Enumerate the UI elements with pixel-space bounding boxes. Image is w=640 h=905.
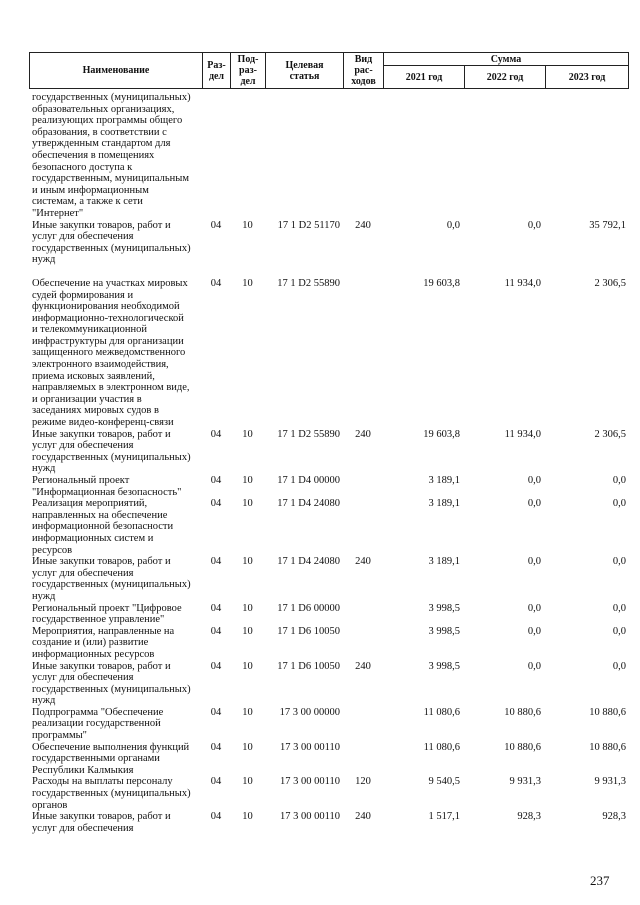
row-podrazdel: 10: [242, 811, 253, 823]
row-name-line: Обеспечение выполнения функций: [32, 741, 190, 753]
row-podrazdel: 10: [242, 602, 253, 614]
row-sum-2021: 3 189,1: [428, 475, 460, 486]
row-name-line: государственных (муниципальных): [32, 92, 191, 103]
row-name: [29, 776, 202, 811]
row-name-line: услуг для обеспечения: [32, 567, 134, 579]
table-row: [29, 626, 628, 661]
row-name: [29, 498, 202, 556]
header-vid-line: рас-: [354, 65, 373, 76]
table-row: [29, 811, 628, 834]
row-celevaya-statya: 17 1 D6 10050: [277, 660, 340, 672]
row-vid-rashodov: 240: [355, 428, 371, 440]
row-name-line: и иным информационным: [32, 184, 149, 196]
table-row: [29, 220, 628, 266]
row-name-line: направленных на обеспечение: [32, 509, 168, 521]
row-vid-rashodov: 240: [355, 556, 371, 568]
row-celevaya-statya: 17 1 D2 55890: [277, 428, 340, 440]
row-name: [29, 626, 202, 661]
row-name-line: услуг для обеспечения: [32, 440, 134, 452]
row-razdel: 04: [210, 219, 222, 231]
row-sum-2021: 1 517,1: [428, 811, 460, 823]
row-sum-2022: 0,0: [527, 475, 541, 486]
row-name-line: услуг для обеспечения: [32, 672, 134, 684]
row-celevaya-statya: 17 3 00 00000: [279, 706, 340, 718]
row-name: [29, 556, 202, 602]
row-name-line: системам, а также к сети: [32, 196, 143, 208]
row-name-line: нужд: [32, 590, 56, 602]
row-name-line: инфраструктуры для организации: [32, 335, 184, 347]
row-name-line: Обеспечение на участках мировых: [32, 277, 188, 289]
row-razdel: 04: [210, 556, 222, 568]
header-year-2021: 2021 год: [384, 66, 465, 89]
row-name-line: Иные закупки товаров, работ и: [32, 219, 171, 231]
row-name-line: Иные закупки товаров, работ и: [32, 811, 171, 823]
row-razdel: 04: [210, 602, 222, 614]
row-celevaya-statya: 17 3 00 00110: [280, 811, 340, 823]
row-name: [29, 220, 202, 266]
table-row: [29, 92, 628, 220]
table-body: [29, 89, 628, 834]
row-celevaya-statya: 17 1 D4 00000: [277, 475, 340, 486]
row-name-line: Подпрограмма "Обеспечение: [32, 706, 164, 718]
row-podrazdel: 10: [242, 428, 253, 440]
row-name-line: реализующих программы общего: [32, 115, 183, 127]
row-name: [29, 742, 202, 777]
row-sum-2021: 3 998,5: [428, 660, 460, 672]
row-podrazdel: 10: [242, 475, 253, 486]
row-name-line: государственных (муниципальных): [32, 242, 191, 254]
row-sum-2022: 0,0: [527, 556, 541, 568]
header-summa: Сумма: [384, 53, 629, 66]
row-sum-2023: 2 306,5: [594, 277, 626, 289]
header-year-2022: 2022 год: [465, 66, 546, 89]
row-name-line: утвержденным стандартом для: [32, 138, 171, 150]
row-sum-2023: 0,0: [612, 625, 626, 637]
row-celevaya-statya: 17 3 00 00110: [280, 741, 340, 753]
row-podrazdel: 10: [242, 219, 253, 231]
row-name-line: услуг для обеспечения: [32, 231, 134, 243]
header-razdel-line: дел: [208, 70, 225, 82]
page-number: 237: [590, 873, 610, 888]
row-name: [29, 661, 202, 707]
table-row: [29, 498, 628, 556]
header-vid-line: ходов: [351, 76, 376, 87]
row-name-line: образовательных организациях,: [32, 103, 175, 115]
row-name-line: информационных систем и: [32, 532, 154, 544]
row-name-line: информационно-технологической: [32, 312, 184, 324]
row-sum-2022: 0,0: [527, 660, 541, 672]
table-row: [29, 603, 628, 626]
row-name-line: "Интернет": [32, 207, 84, 219]
row-sum-2022: 10 880,6: [504, 706, 541, 718]
row-name: [29, 811, 202, 834]
row-sum-2021: 19 603,8: [423, 277, 460, 289]
row-sum-2022: 928,3: [517, 811, 541, 823]
row-name-line: приема исковых заявлений,: [32, 370, 155, 382]
row-name-line: и организации участия в: [32, 393, 142, 405]
row-name-line: режиме видео-конференц-связи: [32, 417, 174, 429]
row-vid-rashodov: 240: [355, 811, 371, 823]
row-sum-2022: 9 931,3: [509, 776, 541, 788]
row-celevaya-statya: 17 1 D2 55890: [277, 277, 340, 289]
row-podrazdel: 10: [242, 556, 253, 568]
row-razdel: 04: [210, 428, 222, 440]
row-podrazdel: 10: [242, 741, 253, 753]
row-sum-2023: 35 792,1: [589, 219, 626, 231]
row-name-line: безопасного доступа к: [32, 161, 133, 173]
row-sum-2022: 0,0: [527, 625, 541, 637]
row-name-line: государственное управление": [32, 614, 165, 626]
row-name-line: Реализация мероприятий,: [32, 498, 148, 510]
row-name: [29, 278, 202, 429]
row-razdel: 04: [210, 475, 222, 486]
row-sum-2021: 9 540,5: [428, 776, 460, 788]
header-celevaya: [266, 53, 344, 89]
row-name-line: Региональный проект "Цифровое: [32, 602, 182, 614]
row-name-line: защищенного межведомственного: [32, 347, 186, 359]
row-name-line: реализации государственной: [32, 718, 161, 730]
row-name-line: и телекоммуникационной: [32, 324, 147, 336]
row-name-line: судей формирования и: [32, 289, 134, 301]
row-sum-2023: 0,0: [612, 475, 626, 486]
row-name-line: Иные закупки товаров, работ и: [32, 556, 171, 568]
table-row: [29, 429, 628, 475]
row-name-line: нужд: [32, 695, 56, 707]
row-name: [29, 92, 202, 220]
row-sum-2023: 0,0: [612, 556, 626, 568]
header-vid-line: Вид: [354, 54, 373, 65]
row-sum-2022: 11 934,0: [504, 277, 541, 289]
header-vid: [344, 53, 384, 89]
row-name-line: заседаниях мировых судов в: [32, 405, 159, 417]
row-sum-2021: 19 603,8: [423, 428, 460, 440]
row-vid-rashodov: 120: [355, 776, 371, 788]
row-name-line: информационной безопасности: [32, 521, 174, 533]
row-name-line: Иные закупки товаров, работ и: [32, 428, 171, 440]
row-name-line: органов: [32, 799, 68, 811]
row-name-line: электронного взаимодействия,: [32, 359, 169, 371]
row-sum-2023: 9 931,3: [594, 776, 626, 788]
row-sum-2021: 3 189,1: [428, 498, 460, 510]
row-name: [29, 475, 202, 498]
row-sum-2023: 928,3: [602, 811, 626, 823]
table-row: [29, 278, 628, 429]
header-podrazdel: [231, 53, 266, 89]
row-name-line: государственных (муниципальных): [32, 451, 191, 463]
header-razdel: [203, 53, 231, 89]
row-name-line: информационных ресурсов: [32, 648, 155, 660]
row-name-line: нужд: [32, 463, 56, 475]
row-name: [29, 707, 202, 742]
row-podrazdel: 10: [242, 776, 253, 788]
row-name-line: Иные закупки товаров, работ и: [32, 660, 171, 672]
row-name-line: Региональный проект: [32, 475, 130, 486]
row-razdel: 04: [210, 625, 222, 637]
header-celevaya-line: статья: [289, 70, 320, 82]
row-sum-2021: 3 998,5: [428, 625, 460, 637]
header-podrazdel-line: Под-: [237, 54, 259, 65]
budget-table: [29, 52, 628, 834]
row-podrazdel: 10: [242, 498, 253, 510]
row-name-line: обеспечения в помещениях: [32, 149, 155, 161]
row-sum-2023: 10 880,6: [589, 741, 626, 753]
row-celevaya-statya: 17 1 D4 24080: [277, 556, 340, 568]
row-sum-2023: 0,0: [612, 660, 626, 672]
row-razdel: 04: [210, 277, 222, 289]
row-vid-rashodov: 240: [355, 219, 371, 231]
row-sum-2023: 2 306,5: [594, 428, 626, 440]
header-podrazdel-line: раз-: [239, 65, 257, 76]
row-name-line: направляемых в электронном виде,: [32, 382, 190, 394]
row-razdel: 04: [210, 498, 222, 510]
row-sum-2022: 11 934,0: [504, 428, 541, 440]
row-celevaya-statya: 17 3 00 00110: [280, 776, 340, 788]
row-name-line: ресурсов: [32, 544, 73, 556]
row-name-line: создание и (или) развитие: [32, 637, 149, 649]
header-year-2023: 2023 год: [546, 66, 629, 89]
row-sum-2021: 0,0: [446, 219, 460, 231]
table-row: [29, 742, 628, 777]
row-sum-2022: 0,0: [527, 602, 541, 614]
row-name-line: образования, в соответствии с: [32, 126, 167, 138]
row-sum-2021: 11 080,6: [423, 741, 460, 753]
row-sum-2022: 0,0: [527, 498, 541, 510]
table-row: [29, 707, 628, 742]
row-name-line: функционирования необходимой: [32, 301, 180, 313]
table-row: [29, 475, 628, 498]
row-name-line: государственным, муниципальным: [32, 173, 190, 185]
row-podrazdel: 10: [242, 706, 253, 718]
row-name-line: государственными органами: [32, 753, 160, 765]
row-name-line: Мероприятия, направленные на: [32, 625, 175, 637]
row-name-line: "Информационная безопасность": [32, 486, 182, 498]
row-name-line: Республики Калмыкия: [32, 764, 134, 776]
header-name: Наименование: [30, 53, 203, 89]
row-name-line: государственных (муниципальных): [32, 579, 191, 591]
table-row: [29, 776, 628, 811]
row-sum-2023: 0,0: [612, 498, 626, 510]
header-podrazdel-line: дел: [240, 76, 256, 87]
table-header: [29, 52, 629, 89]
row-sum-2022: 0,0: [527, 219, 541, 231]
row-sum-2021: 3 998,5: [428, 602, 460, 614]
row-name-line: Расходы на выплаты персоналу: [32, 776, 173, 788]
row-podrazdel: 10: [242, 277, 253, 289]
row-name: [29, 429, 202, 475]
row-sum-2022: 10 880,6: [504, 741, 541, 753]
row-podrazdel: 10: [242, 625, 253, 637]
row-celevaya-statya: 17 1 D6 00000: [277, 602, 340, 614]
header-razdel-line: Раз-: [207, 59, 226, 71]
row-razdel: 04: [210, 660, 222, 672]
row-name-line: государственных (муниципальных): [32, 788, 191, 800]
row-name-line: программы": [32, 730, 87, 742]
row-razdel: 04: [210, 811, 222, 823]
row-celevaya-statya: 17 1 D6 10050: [277, 625, 340, 637]
table-row: [29, 661, 628, 707]
row-celevaya-statya: 17 1 D4 24080: [277, 498, 340, 510]
row-celevaya-statya: 17 1 D2 51170: [277, 219, 340, 231]
row-sum-2021: 11 080,6: [423, 706, 460, 718]
row-sum-2021: 3 189,1: [428, 556, 460, 568]
row-name-line: услуг для обеспечения: [32, 822, 134, 834]
row-razdel: 04: [210, 776, 222, 788]
row-name-line: нужд: [32, 254, 56, 266]
row-name-line: государственных (муниципальных): [32, 683, 191, 695]
row-vid-rashodov: 240: [355, 660, 371, 672]
row-name: [29, 603, 202, 626]
row-podrazdel: 10: [242, 660, 253, 672]
row-sum-2023: 0,0: [612, 602, 626, 614]
row-razdel: 04: [210, 706, 222, 718]
row-sum-2023: 10 880,6: [589, 706, 626, 718]
table-row: [29, 556, 628, 602]
row-razdel: 04: [210, 741, 222, 753]
header-celevaya-line: Целевая: [285, 59, 324, 71]
